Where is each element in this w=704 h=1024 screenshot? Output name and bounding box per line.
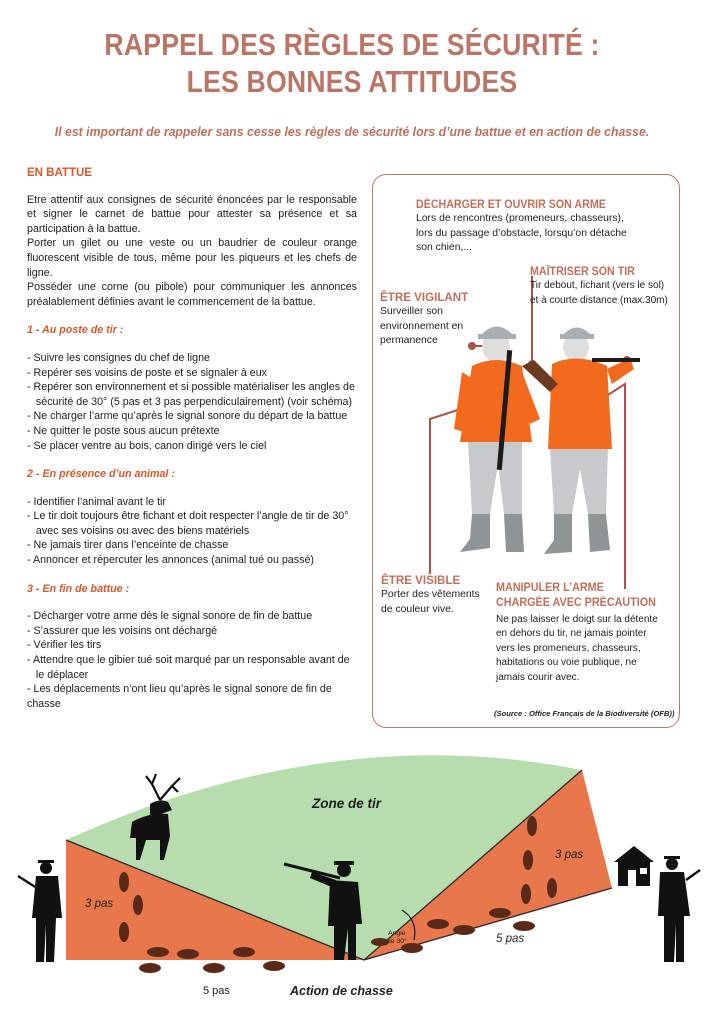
visible-line: de couleur vive. (381, 603, 454, 615)
page-title (49, 26, 654, 100)
vigilant-line: environnement en (380, 320, 464, 332)
section-poste-title: 1 - Au poste de tir : (27, 324, 124, 337)
list-item: - Identifier l’animal avant le tir (27, 495, 166, 508)
section-animal-title: 2 - En présence d’un animal : (27, 468, 175, 481)
section-animal-list (27, 495, 357, 568)
decharger-title: DÉCHARGER ET OUVRIR SON ARME (416, 198, 606, 211)
page-title-line1: RAPPEL DES RÈGLES DE SÉCURITÉ : (104, 27, 600, 62)
vigilant-title: ÊTRE VIGILANT (380, 291, 469, 304)
visible-title: ÊTRE VISIBLE (381, 574, 461, 587)
right-top-pas-label: 3 pas (555, 849, 584, 861)
list-item: - Repérer son environnement et si possible matérialiser les angles de (27, 381, 355, 394)
maitriser-line: et à courte distance (max.30m) (530, 294, 668, 306)
list-item: - Vérifier les tirs (27, 639, 102, 652)
vigilant-line: Surveiller son (380, 306, 443, 317)
block-visible (381, 573, 480, 617)
block-decharger (416, 197, 627, 256)
decharger-line: son chien,... (416, 242, 473, 254)
bottom-pas-label: 5 pas (203, 985, 230, 997)
shooting-zone-diagram (0, 740, 704, 1024)
vigilant-line: permanence (380, 335, 438, 347)
source-note: (Source : Office Français de la Biodiversité (OFB)) (494, 709, 675, 718)
zone-de-tir-label: Zone de tir (312, 796, 382, 811)
visible-line: Porter des vêtements (381, 589, 480, 600)
section-poste-list (27, 351, 357, 453)
decharger-line: lors du passage d’obstacle, lorsqu’on détache (416, 227, 627, 239)
battue-intro-3: Posséder une corne (ou pibole) pour communiquer les annonces préalablement définies avant le commencement de la battue. (27, 281, 357, 308)
block-vigilant (380, 290, 468, 349)
battue-heading: EN BATTUE (27, 167, 92, 179)
angle-label-line: de 30° (387, 938, 407, 945)
maitriser-title: MAÎTRISER SON TIR (530, 265, 635, 278)
hunter-right-figure (522, 327, 640, 554)
section-fin-list (27, 609, 357, 711)
list-item: - Suivre les consignes du chef de ligne (27, 351, 210, 364)
action-de-chasse-caption: Action de chasse (290, 984, 393, 998)
battue-intro-2: Porter un gilet ou une veste ou un baudrier de couleur orange fluorescent visible de tous, même pour les piqueurs et les chefs de ligne. (27, 237, 357, 279)
maitriser-line: Tir debout, fichant (vers le sol) (530, 280, 665, 291)
page-subtitle: Il est important de rappeler sans cesse les règles de sécurité lors d’une battue et en action de chasse. (54, 124, 650, 139)
decharger-line: Lors de rencontres (promeneurs, chasseurs), (416, 213, 624, 224)
manipuler-line: jamais courir avec. (496, 671, 580, 683)
block-maitriser (530, 264, 668, 308)
hunter-left-figure (454, 326, 540, 552)
list-item: - Ne quitter le poste sous aucun prétexte (27, 424, 220, 437)
manipuler-line: en dehors du tir, ne jamais pointer (496, 628, 647, 640)
list-item: le déplacer (27, 668, 89, 681)
left-pas-label: 3 pas (85, 898, 114, 910)
manipuler-title-line: MANIPULER L’ARME (496, 581, 604, 594)
list-item: avec ses voisins ou avec des biens matériels (27, 524, 250, 537)
list-item: - Annoncer et répercuter les annonces (animal tué ou passé) (27, 554, 314, 567)
list-item: - Le tir doit toujours être fichant et doit respecter l’angle de tir de 30° (27, 510, 349, 523)
battue-intro-1: Etre attentif aux consignes de sécurité énoncées par le responsable et signer le carnet de battue pour attester sa présence et sa participation à la battue. (27, 193, 357, 235)
hunter-left-silhouette (18, 860, 62, 962)
page-title-line2: LES BONNES ATTITUDES (186, 64, 518, 99)
battue-section (27, 166, 357, 711)
house-icon (614, 846, 654, 886)
manipuler-line: habitations ou voie publique, ne (496, 657, 637, 669)
block-manipuler (496, 580, 672, 685)
list-item: - Repérer ses voisins de poste et se signaler à eux (27, 366, 267, 379)
right-pas-label: 5 pas (496, 933, 525, 945)
list-item: sécurité de 30° (5 pas et 3 pas perpendiculairement) (voir schéma) (27, 395, 353, 408)
manipuler-line: vers les promeneurs, chasseurs, (496, 642, 641, 654)
list-item: - Décharger votre arme dès le signal sonore de fin de battue (27, 610, 313, 623)
list-item: - Attendre que le gibier tué soit marqué par un responsable avant de (27, 654, 350, 667)
list-item: - Les déplacements n’ont lieu qu’après le signal sonore de fin de chasse (27, 683, 332, 710)
list-item: - Ne jamais tirer dans l’enceinte de chasse (27, 539, 229, 552)
list-item: - Se placer ventre au bois, canon dirigé vers le ciel (27, 439, 267, 452)
list-item: - Ne charger l’arme qu’après le signal sonore du départ de la battue (27, 410, 348, 423)
manipuler-title-line: CHARGÉE AVEC PRÉCAUTION (496, 596, 656, 609)
angle-label-line: Angle (388, 930, 406, 937)
section-fin-title: 3 - En fin de battue : (27, 582, 130, 595)
list-item: - S’assurer que les voisins ont déchargé (27, 624, 218, 637)
manipuler-line: Ne pas laisser le doigt sur la détente (496, 614, 658, 625)
hunter-right-silhouette (658, 856, 700, 962)
angle-label (387, 930, 407, 946)
